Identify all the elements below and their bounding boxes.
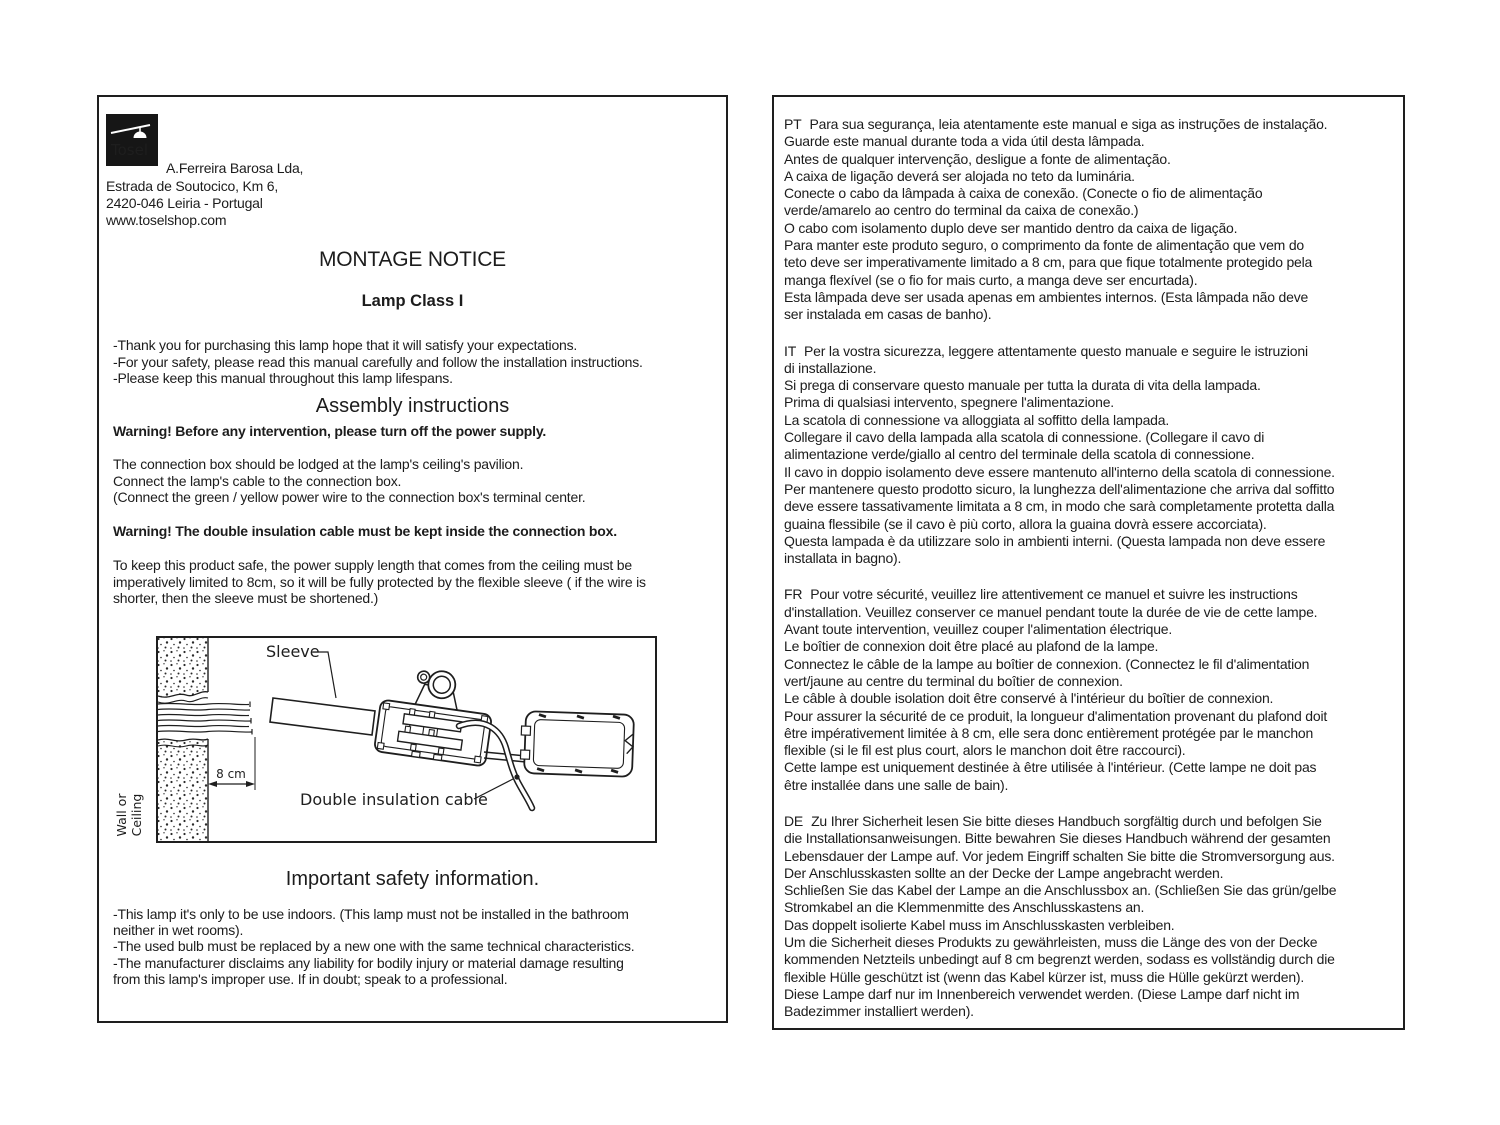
warning-power-supply: Warning! Before any intervention, please turn off the power supply.	[113, 423, 547, 439]
intro-paragraph: -Thank you for purchasing this lamp hope that it will satisfy your expectations. -For your safety, please read this manual carefully and follow the installation instructions. -Please keep this manual throughout this lamp lifespans.	[113, 337, 643, 386]
page-title: MONTAGE NOTICE	[319, 248, 506, 271]
montage-notice-panel	[97, 95, 728, 1023]
translation-de-text: Zu Ihrer Sicherheit lesen Sie bitte dieses Handbuch sorgfältig durch und befolgen Sie die Installationsanweisungen. Bitte bewahren Sie dieses Handbuch während der gesamten Lebensdauer der Lampe auf. Vor jedem Eingriff schalten Sie bitte die Stromversorgung aus. Der Anschlusskasten sollte an der Decke der Lampe angebracht werden. Schließen Sie das Kabel der Lampe an die Anschlussbox an. (Schließen Sie das grün/gelbe Stromkabel an die Klemmenmitte des Anschlusskastens an. Das doppelt isolierte Kabel muss im Anschlusskasten verbleiben. Um die Sicherheit dieses Produkts zu gewährleisten, muss die Länge des von der Decke kommenden Netzteils unbedingt auf 8 cm begrenzt werden, sodass es vollständig durch die flexible Hülle geschützt ist (wenn das Kabel kürzer ist, muss die Hülle gekürzt werden). Diese Lampe darf nur im Innenbereich verwendet werden. (Diese Lampe darf nicht im Badezimmer installiert werden).	[784, 812, 1337, 1020]
translation-de	[784, 813, 1395, 1021]
warning-insulation-cable: Warning! The double insulation cable must be kept inside the connection box.	[113, 523, 617, 539]
cover-box	[520, 711, 634, 777]
assembly-heading: Assembly instructions	[315, 395, 510, 417]
cable-label: Double insulation cable	[300, 790, 488, 809]
translations-panel	[772, 95, 1405, 1030]
tosel-logo	[106, 114, 158, 166]
dimension-8cm	[208, 737, 255, 790]
translation-it-text: Per la vostra sicurezza, leggere attentamente questo manuale e seguire le istruzioni di installazione. Si prega di conservare questo manuale per tutta la durata di vita della lampada. Prima di qualsiasi intervento, spegnere l'alimentazione. La scatola di connessione va alloggiata al soffitto della lampada. Collegare il cavo della lampada alla scatola di connessione. (Collegare il cavo di alimentazione verde/giallo al centro del terminale della scatola di connessione. Il cavo in doppio isolamento deve essere mantenuto all'interno della scatola di connessione. Per mantenere questo prodotto sicuro, la lunghezza dell'alimentazione che arriva dal soffitto deve essere tassativamente limitata a 8 cm, in modo che sarà completamente protetta dalla guaina flessibile (se il cavo è più corto, allora la guaina dovrà essere accorciata). Questa lampada è da utilizzare solo in ambienti interni. (Questa lampada non deve essere installata in bagno).	[784, 342, 1335, 567]
lamp-class-subtitle: Lamp Class I	[361, 292, 464, 310]
translation-fr-text: Pour votre sécurité, veuillez lire attentivement ce manuel et suivre les instructions d'installation. Veuillez conserver ce manuel pendant toute la durée de vie de cette lampe. Avant toute intervention, veuillez couper l'alimentation électrique. Le boîtier de connexion doit être placé au plafond de la lampe. Connectez le câble de la lampe au boîtier de connexion. (Connectez le fil d'alimentation vert/jaune au centre du terminal du boîtier de connexion. Le câble à double isolation doit être conservé à l'intérieur du boîtier de connexion. Pour assurer la sécurité de ce produit, la longueur d'alimentation provenant du plafond doit être impérativement limitée à 8 cm, elle sera donc entièrement protégée par le manchon flexible (si le fil est plus court, alors le manchon doit être raccourci). Cette lampe est uniquement destinée à être utilisée à l'intérieur. (Cette lampe ne doit pas être installée dans une salle de bain).	[784, 586, 1328, 793]
dimension-label: 8 cm	[216, 767, 246, 781]
sleeve-tube	[270, 698, 375, 735]
sleeve-label: Sleeve	[266, 642, 320, 661]
logo-brand-text: Tosel	[111, 141, 149, 159]
supply-length-paragraph: To keep this product safe, the power supply length that comes from the ceiling must be imperatively limited to 8cm, so it will be fully protected by the flexible sleeve ( if the wire is shorter, then the sleeve must be shortened.)	[113, 557, 646, 606]
company-address: Estrada de Soutocico, Km 6, 2420-046 Leiria - Portugal www.toselshop.com	[106, 178, 279, 228]
translation-pt	[784, 116, 1395, 324]
wall-or-ceiling-label: Wall or Ceiling	[114, 793, 144, 837]
safety-heading: Important safety information.	[285, 868, 540, 890]
language-code-pt: PT	[784, 116, 802, 132]
connection-box	[374, 663, 497, 766]
power-wires	[158, 702, 252, 735]
language-code-it: IT	[784, 342, 797, 359]
connection-paragraph: The connection box should be lodged at the lamp's ceiling's pavilion. Connect the lamp's cable to the connection box. (Connect the green / yellow power wire to the connection box's terminal center.	[113, 456, 586, 505]
installation-diagram	[156, 636, 657, 843]
company-name: A.Ferreira Barosa Lda,	[166, 160, 304, 176]
translation-it	[784, 343, 1395, 568]
translation-pt-text: Para sua segurança, leia atentamente este manual e siga as instruções de instalação. Guarde este manual durante toda a vida útil desta lâmpada. Antes de qualquer intervenção, desligue a fonte de alimentação. A caixa de ligação deverá ser alojada no teto da luminária. Conecte o cabo da lâmpada à caixa de conexão. (Conecte o fio de alimentação verde/amarelo ao centro do terminal da caixa de conexão.) O cabo com isolamento duplo deve ser mantido dentro da caixa de ligação. Para manter este produto seguro, o comprimento da fonte de alimentação que vem do teto deve ser imperativamente limitado a 8 cm, para que fique totalmente protegido pela manga flexível (se o fio for mais curto, a manga deve ser encurtada). Esta lâmpada deve ser usada apenas em ambientes internos. (Esta lâmpada não deve ser instalada em casas de banho).	[784, 116, 1328, 323]
language-code-de: DE	[784, 812, 804, 829]
translations-container	[774, 97, 1403, 1028]
translation-fr	[784, 586, 1395, 794]
language-code-fr: FR	[784, 586, 803, 603]
safety-paragraph: -This lamp it's only to be use indoors. (This lamp must not be installed in the bathroom neither in wet rooms). -The used bulb must be replaced by a new one with the same technical characteristics. -The manufacturer disclaims any liability for bodily injury or material damage resulting from this lamp's improper use. If in doubt; speak to a professional.	[113, 906, 635, 987]
wall-section	[158, 638, 208, 841]
